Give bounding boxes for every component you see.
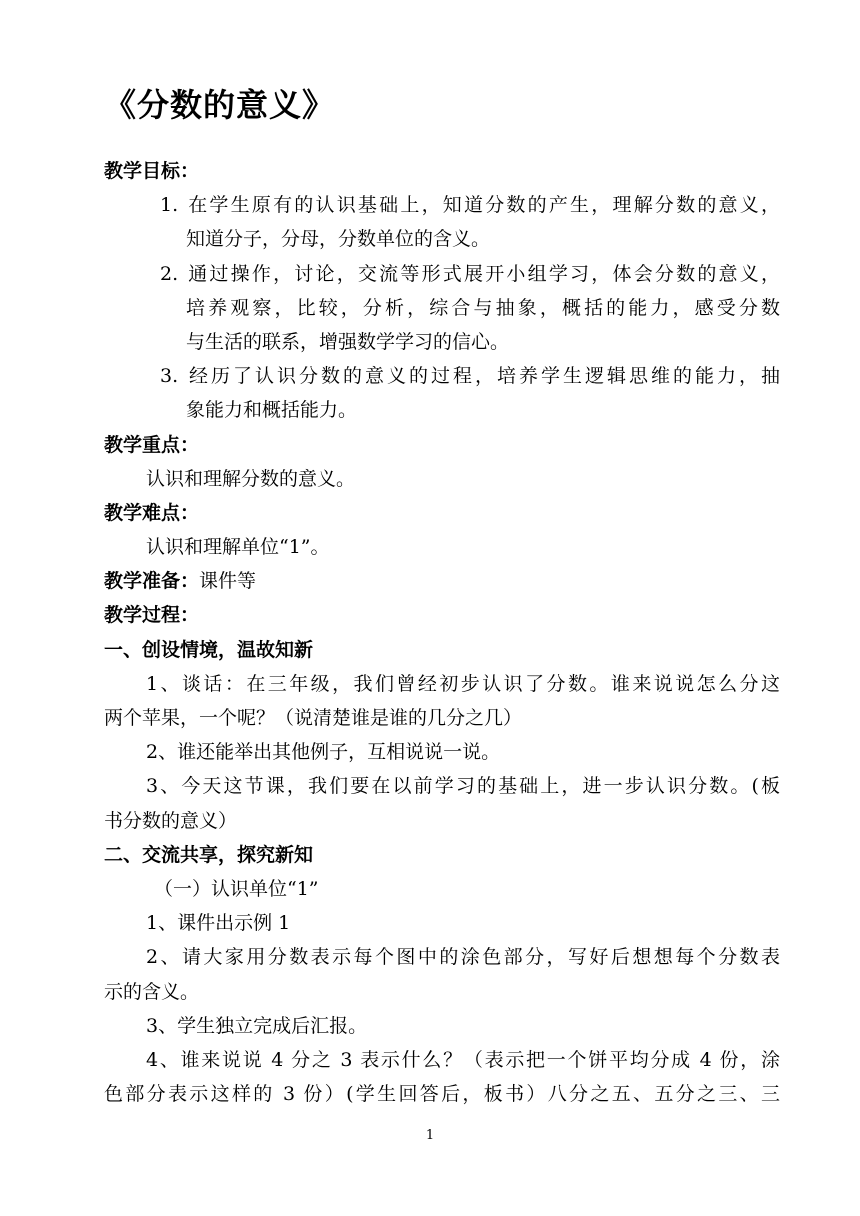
section-1-heading: 一、创设情境，温故知新 <box>104 638 314 661</box>
section-1-p3-line-2: 书分数的意义） <box>104 809 238 832</box>
objective-1-line-1 <box>104 188 780 222</box>
key-point-text: 认识和理解分数的意义。 <box>146 467 356 490</box>
prep-text: 课件等 <box>199 570 257 593</box>
section-1-p1-line-2: 两个苹果，一个呢？（说清楚谁是谁的几分之几） <box>104 707 523 729</box>
difficulty-heading: 教学难点： <box>104 501 200 524</box>
objective-2-line-3: 与生活的联系，增强数学学习的信心。 <box>186 330 510 353</box>
objective-2-line-1 <box>104 257 780 291</box>
section-2-p4-line-2: 色部分表示这样的 3 份）(学生回答后，板书）八分之五、五分之三、三 <box>104 1083 780 1106</box>
objective-text: 通过操作，讨论，交流等形式展开小组学习，体会分数的意义， <box>186 262 780 285</box>
section-1-p2: 2、谁还能举出其他例子，互相说说一说。 <box>146 741 501 764</box>
section-2-p2-line-1: 2、请大家用分数表示每个图中的涂色部分，写好后想想每个分数表 <box>146 946 780 969</box>
difficulty-text: 认识和理解单位“1”。 <box>146 536 330 559</box>
objective-3-line-2: 象能力和概括能力。 <box>186 399 358 422</box>
prep-heading: 教学准备： <box>104 570 200 593</box>
section-2-p3: 3、学生独立完成后汇报。 <box>146 1014 368 1037</box>
document-body <box>104 154 780 1111</box>
process-heading: 教学过程： <box>104 604 200 627</box>
objective-number: 3. <box>160 365 179 388</box>
objective-text: 在学生原有的认识基础上，知道分数的产生，理解分数的意义， <box>186 194 780 217</box>
section-2-p1: 1、课件出示例 1 <box>146 912 291 935</box>
objective-number: 2. <box>160 262 179 285</box>
objective-text: 经历了认识分数的意义的过程，培养学生逻辑思维的能力，抽 <box>186 365 780 388</box>
document-title: 《分数的意义》 <box>104 86 336 124</box>
section-2-heading: 二、交流共享，探究新知 <box>104 843 314 866</box>
section-2-sub-heading: （一）认识单位“1” <box>154 877 319 900</box>
page-number: 1 <box>425 1128 435 1143</box>
section-2-p2-line-2: 示的含义。 <box>104 980 200 1003</box>
section-1-p1-line-1: 1、谈话：在三年级，我们曾经初步认识了分数。谁来说说怎么分这 <box>146 672 780 695</box>
objective-1-line-2: 知道分子，分母，分数单位的含义。 <box>186 228 491 251</box>
section-2-p4-line-1: 4、谁来说说 4 分之 3 表示什么？（表示把一个饼平均分成 4 份，涂 <box>146 1048 780 1071</box>
objective-number: 1. <box>160 194 179 217</box>
section-1-p3-line-1: 3、今天这节课，我们要在以前学习的基础上，进一步认识分数。(板 <box>146 775 780 798</box>
objectives-heading: 教学目标： <box>104 160 200 182</box>
objective-2-line-2: 培养观察，比较，分析，综合与抽象，概括的能力，感受分数 <box>186 296 780 319</box>
key-point-heading: 教学重点： <box>104 433 200 456</box>
prep-line <box>104 564 780 598</box>
objective-3-line-1 <box>104 359 780 393</box>
